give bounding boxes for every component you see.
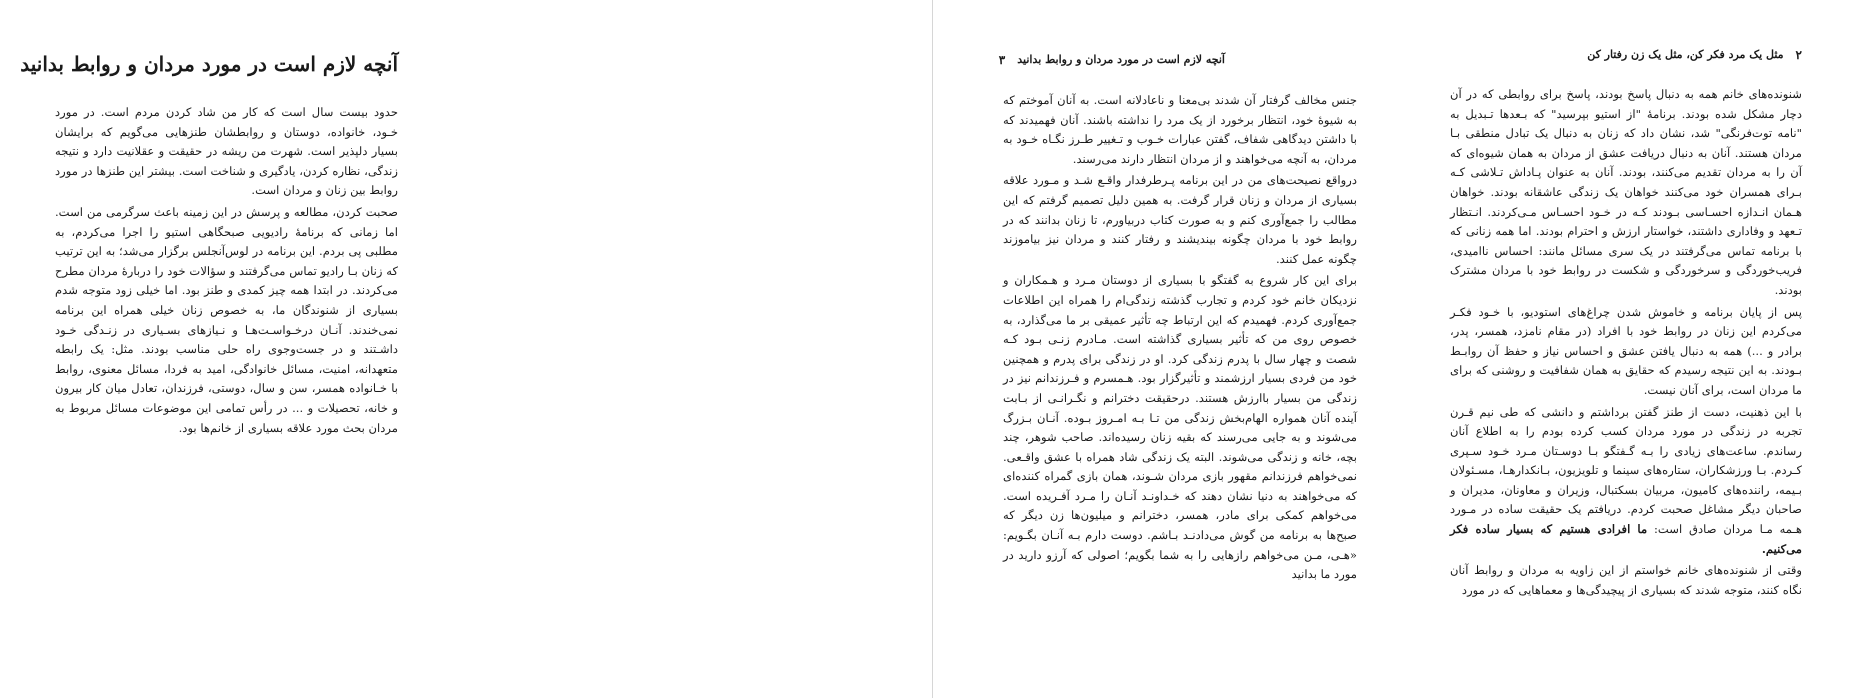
paragraph [1450,403,1802,560]
paragraph: شنونده‌های خانم همه به دنبال پاسخ بودند، پاسخ برای روابطی که در آن دچار مشکل شده بودند. برنامهٔ "از استیو بپرسید" که بـعدها تـبدیل به "نامه توت‌فرنگی" شد، نشان داد که زنان به دنبال یک تبادل منطقی بـا مردان هستند. آنان به دنبال دریافت عشق از مردان به همان شیوه‌ای که آن را به مردان تقدیم می‌کنند، بودند. آنان به عنوان پـاداش تـلاشی کـه بـرای همسران خود می‌کنند خواهان یک زندگی عاشقانه بودند. خواهان هـمان انـدازه احسـاسی بـودند کـه در خـود احسـاس مـی‌کردند. انـتظار تـعهد و وفاداری داشتند، خواستار ارزش و احترام بودند. اما همه زنانی که با برنامه تماس می‌گرفتند در یک سری مسائل مانند: احساس ناامیدی، فریب‌خوردگی و سرخوردگی و شکست در روابط خود با مردان مشترک بودند. [1450,87,1802,297]
paragraph: برای این کار شروع به گفتگو با بسیاری از دوستان مـرد و هـمکاران و نزدیکان خانم خود کردم و تجارب گذشته زندگی‌ام را همراه این اطلاعات جمع‌آوری کردم. فهمیدم که این ارتباط چه تأثیر عمیقی بر ما می‌گذارد، به خصوص روی من که تأثیر بسیاری گذاشته است. مـادرم زنـی بـود کـه شصت و چهار سال با پدرم زندگی کرد. او در زندگی برای پدرم و همچنین خود من فردی بسیار ارزشمند و تأثیرگزار بود. هـمسرم و فـرزندانم نیز در زندگی من بسیار باارزش هستند. درحقیقت دخترانم و نگـرانـی از بـابت آینده آنان همواره الهام‌بخش زندگی من تـا بـه امـروز بـوده. آنـان بـزرگ می‌شوند و به جایی می‌رسند که بقیه زنان رسیده‌اند. صاحب شوهر، چند بچه، خانه و زندگی می‌شوند. البته یک زندگی شاد همراه با عشق واقـعی. نمی‌خواهم فرزندانم مقهور بازی مردان شـوند، همان بازی گمراه کننده‌ای که می‌خواهند به دنیا نشان دهند که خـداونـد آنـان را مـرد آفـریده است. می‌خواهم کمکی برای مادر، همسر، دخترانم و میلیون‌ها زن دیگر که صبح‌ها به برنامه من گوش می‌دادنـد بـاشم. دوست دارم بـه آنـان بگـویم: «هـی، مـن می‌خواهم رازهایی را به شما بگویم؛ اصولی که آرزو دارید در مورد ما بدانید [1003,273,1357,582]
chapter-title: آنچه لازم است در مورد مردان و روابط بدانید [20,52,398,76]
paragraph: حدود بیست سال است که کار من شاد کردن مردم است. در مورد خـود، خانواده، دوستان و روابطشان طنزهایی می‌گویم که برایشان بسیار دلپذیر است. شهرت من ریشه در حقیقت و عقلانیت دارد و نتیجه زندگی، نظاره کردن، یادگیری و شناخت است. بیشتر این طنزها در مورد روابط بین زنان و مردان است. [55,105,398,198]
running-head-page-2 [1587,47,1802,63]
paragraph-text: با این ذهنیت، دست از طنز گفتن برداشتم و دانشی که طی نیم قـرن تجربه در زندگی در مورد مردان کسب کرده بودم را به اطلاع آنان رساندم. ساعت‌های زیادی را بـه گـفتگو بـا دوسـتان مـرد خـود سـپری کـردم. بـا ورزشکاران، ستاره‌های سینما و تلویزیون، بـانکدارهـا، مسـئولان بـیمه، راننده‌های کامیون، مربیان بسکتبال، وزیران و معاونان، مدیران و صاحبان دیگر مشاغل صحبت کردم. دریافتم یک حقیقت ساده در مـورد هـمه مـا مردان صادق است: [1450,404,1803,537]
paragraph: درواقع نصیحت‌های من در این برنامه پـرطرفدار واقـع شـد و مـورد علاقه بسیاری از مردان و زنان قرار گرفت. به همین دلیل تصمیم گرفتم که این مطالب را جمع‌آوری کنم و به صورت کتاب دربیاورم، تا زنان بدانند که در روابط خود با مردان چگونه بیندیشند و رفتار کنند و مردان نیز بیاموزند چگونه عمل کنند. [1003,173,1357,266]
running-head-title: آنچه لازم است در مورد مردان و روابط بدانید [1017,53,1225,66]
middle-text-column [1003,91,1357,585]
outer-text-column [1450,85,1802,600]
paragraph: جنس مخالف گرفتار آن شدند بی‌معنا و ناعادلانه است. به آنان آموختم که به شیوهٔ خود، انتظار برخورد از یک مرد را نداشته باشند. آنان فهمیدند که با داشتن دیدگاهی شفاف، گفتن عبارات خـوب و تـغییر طـرز نگـاه خـود به مردان، به آنچه می‌خواهند و از مردان انتظار دارند می‌رسند. [1003,93,1357,166]
running-head-page-3 [998,52,1225,68]
page-number: ۲ [1795,48,1802,62]
paragraph: پس از پایان برنامه و خاموش شدن چراغ‌های استودیو، با خـود فکـر می‌کردم این زنان در روابط خود با افراد (در مقام نامزد، همسر، پدر، برادر و ...) همه به دنبال یافتن عشق و احساس نیاز و حفظ آن روابـط بـودند. به این نتیجه رسیدم که حقایق به همان شفافیت و روشنی که برای ما مردان است، برای آنان نیست. [1450,304,1802,397]
page-divider [932,0,933,698]
page-number: ۳ [998,53,1006,67]
paragraph: وقتی از شنونده‌های خانم خواستم از این زاویه به مردان و روابط آنان نگاه کنند، متوجه شدند که بسیاری از پیچیدگی‌ها و معماهایی که در مورد [1450,563,1802,597]
left-page-text-column [55,103,398,438]
running-head-title: مثل یک مرد فکر کن، مثل یک زن رفتار کن [1587,48,1784,61]
paragraph: صحبت کردن، مطالعه و پرسش در این زمینه باعث سرگرمی من است. اما زمانی که برنامهٔ رادیویی صبحگاهی استیو را اجرا می‌کردم، به مطلبی پی بردم. این برنامه در لوس‌آنجلس برگزار می‌شد؛ به این ترتیب که زنان بـا رادیو تماس می‌گرفتند و سؤالات خود را دربارهٔ مردان مطرح می‌کردند. در ابتدا همه چیز کمدی و طنز بود. اما خیلی زود متوجه شدم بسیاری از شنوندگان ما، به خصوص زنان خیلی همراه این برنامه نمی‌خندند. آنـان درخـواسـت‌هـا و نـیازهای بسـیاری در زنـدگی خـود داشـتند و در جست‌وجوی راه حلی مناسب بودند. مثل: یک رابطه متعهدانه، امنیت، مسائل خانوادگی، امید به فردا، مسائل معنوی، روابط با خـانواده همسر، سن و سال، دوستی، فرزندان، تعادل میان کار بیرون و خانه، تحصیلات و ... در رأس تمامی این موضوعات مسائل مربوط به مردان بحث مورد علاقه بسیاری از خانم‌ها بود. [55,204,398,435]
bold-statement: ما افرادی هستیم که بسیار ساده فکر می‌کنیم. [1450,522,1802,556]
